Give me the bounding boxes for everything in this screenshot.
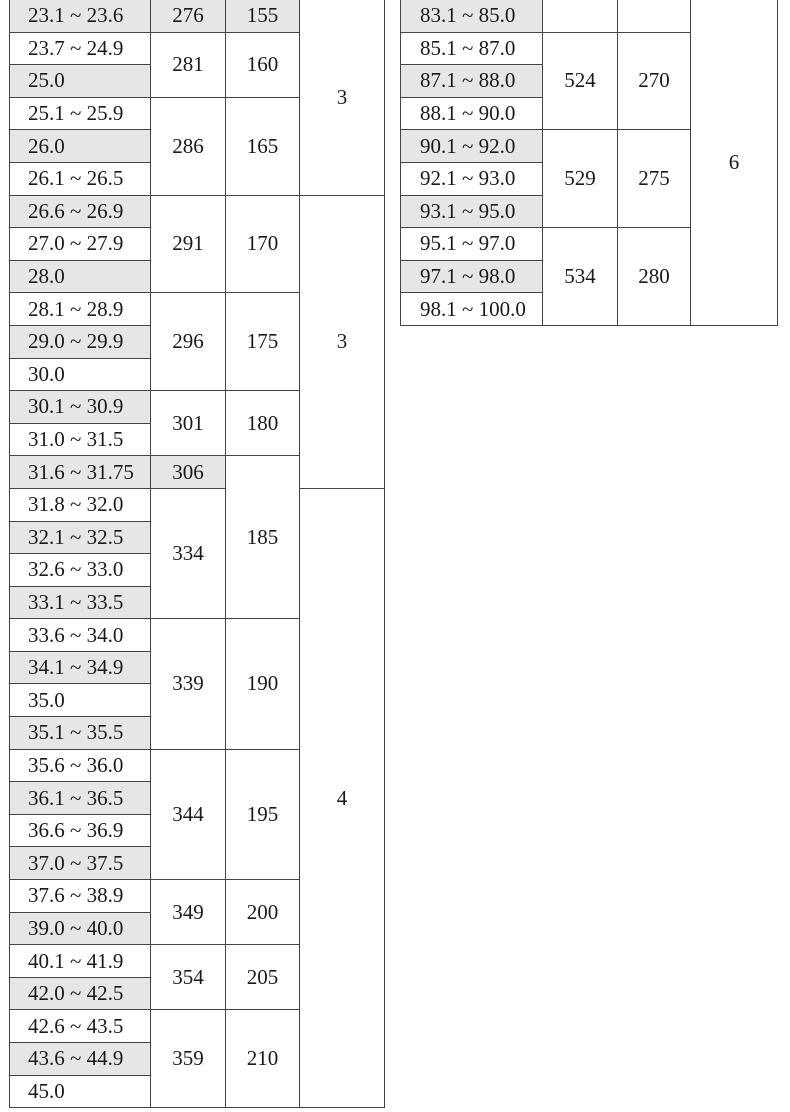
range-cell: 95.1 ~ 97.0 — [401, 228, 543, 261]
range-cell: 93.1 ~ 95.0 — [401, 195, 543, 228]
code-cell: 296 — [151, 293, 226, 391]
range-cell: 25.1 ~ 25.9 — [10, 97, 151, 130]
range-cell: 92.1 ~ 93.0 — [401, 162, 543, 195]
value-cell: 180 — [226, 391, 300, 456]
range-cell: 23.1 ~ 23.6 — [10, 0, 151, 32]
value-cell: 160 — [226, 32, 300, 97]
value-cell: 200 — [226, 880, 300, 945]
range-cell: 29.0 ~ 29.9 — [10, 325, 151, 358]
range-cell: 40.1 ~ 41.9 — [10, 945, 151, 978]
range-cell: 43.6 ~ 44.9 — [10, 1043, 151, 1076]
range-cell: 35.6 ~ 36.0 — [10, 749, 151, 782]
range-cell: 97.1 ~ 98.0 — [401, 260, 543, 293]
range-cell: 27.0 ~ 27.9 — [10, 228, 151, 261]
value-cell: 210 — [226, 1010, 300, 1108]
range-cell: 31.6 ~ 31.75 — [10, 456, 151, 489]
code-cell: 354 — [151, 945, 226, 1010]
value-cell: 155 — [226, 0, 300, 32]
table-row — [401, 0, 778, 32]
value-cell: 165 — [226, 97, 300, 195]
range-cell: 28.1 ~ 28.9 — [10, 293, 151, 326]
group-cell: 3 — [300, 195, 385, 488]
range-cell: 37.6 ~ 38.9 — [10, 880, 151, 913]
code-cell: 291 — [151, 195, 226, 293]
code-cell: 359 — [151, 1010, 226, 1108]
code-cell: 524 — [543, 32, 618, 130]
range-cell: 23.7 ~ 24.9 — [10, 32, 151, 65]
range-cell: 98.1 ~ 100.0 — [401, 293, 543, 326]
range-cell: 87.1 ~ 88.0 — [401, 65, 543, 98]
range-cell: 42.0 ~ 42.5 — [10, 977, 151, 1010]
table-row — [10, 0, 385, 32]
range-cell: 85.1 ~ 87.0 — [401, 32, 543, 65]
value-cell: 185 — [226, 456, 300, 619]
range-cell: 36.1 ~ 36.5 — [10, 782, 151, 815]
code-cell — [543, 0, 618, 32]
range-cell: 31.0 ~ 31.5 — [10, 423, 151, 456]
range-cell: 90.1 ~ 92.0 — [401, 130, 543, 163]
range-cell: 26.0 — [10, 130, 151, 163]
range-cell: 26.6 ~ 26.9 — [10, 195, 151, 228]
range-cell: 30.1 ~ 30.9 — [10, 391, 151, 424]
code-cell: 534 — [543, 228, 618, 326]
value-cell: 190 — [226, 619, 300, 749]
range-cell: 30.0 — [10, 358, 151, 391]
value-cell: 195 — [226, 749, 300, 879]
code-cell: 344 — [151, 749, 226, 879]
code-cell: 276 — [151, 0, 226, 32]
value-cell: 280 — [618, 228, 691, 326]
table-row — [10, 488, 385, 521]
code-cell: 529 — [543, 130, 618, 228]
range-cell: 45.0 — [10, 1075, 151, 1108]
value-cell: 270 — [618, 32, 691, 130]
value-cell: 175 — [226, 293, 300, 391]
range-cell: 83.1 ~ 85.0 — [401, 0, 543, 32]
range-cell: 33.1 ~ 33.5 — [10, 586, 151, 619]
value-cell: 275 — [618, 130, 691, 228]
range-cell: 39.0 ~ 40.0 — [10, 912, 151, 945]
range-cell: 88.1 ~ 90.0 — [401, 97, 543, 130]
range-cell: 33.6 ~ 34.0 — [10, 619, 151, 652]
value-cell — [618, 0, 691, 32]
value-cell: 205 — [226, 945, 300, 1010]
range-cell: 36.6 ~ 36.9 — [10, 814, 151, 847]
left-table — [9, 0, 385, 1108]
group-cell: 6 — [691, 0, 778, 325]
range-cell: 31.8 ~ 32.0 — [10, 488, 151, 521]
code-cell: 301 — [151, 391, 226, 456]
range-cell: 42.6 ~ 43.5 — [10, 1010, 151, 1043]
range-cell: 37.0 ~ 37.5 — [10, 847, 151, 880]
group-cell: 4 — [300, 488, 385, 1107]
value-cell: 170 — [226, 195, 300, 293]
right-table — [400, 0, 778, 326]
code-cell: 334 — [151, 488, 226, 618]
code-cell: 339 — [151, 619, 226, 749]
group-cell: 3 — [300, 0, 385, 195]
range-cell: 35.0 — [10, 684, 151, 717]
range-cell: 26.1 ~ 26.5 — [10, 162, 151, 195]
code-cell: 349 — [151, 880, 226, 945]
code-cell: 286 — [151, 97, 226, 195]
table-row — [10, 195, 385, 228]
range-cell: 35.1 ~ 35.5 — [10, 717, 151, 750]
range-cell: 25.0 — [10, 65, 151, 98]
code-cell: 306 — [151, 456, 226, 489]
range-cell: 32.1 ~ 32.5 — [10, 521, 151, 554]
range-cell: 34.1 ~ 34.9 — [10, 651, 151, 684]
range-cell: 32.6 ~ 33.0 — [10, 554, 151, 587]
range-cell: 28.0 — [10, 260, 151, 293]
code-cell: 281 — [151, 32, 226, 97]
